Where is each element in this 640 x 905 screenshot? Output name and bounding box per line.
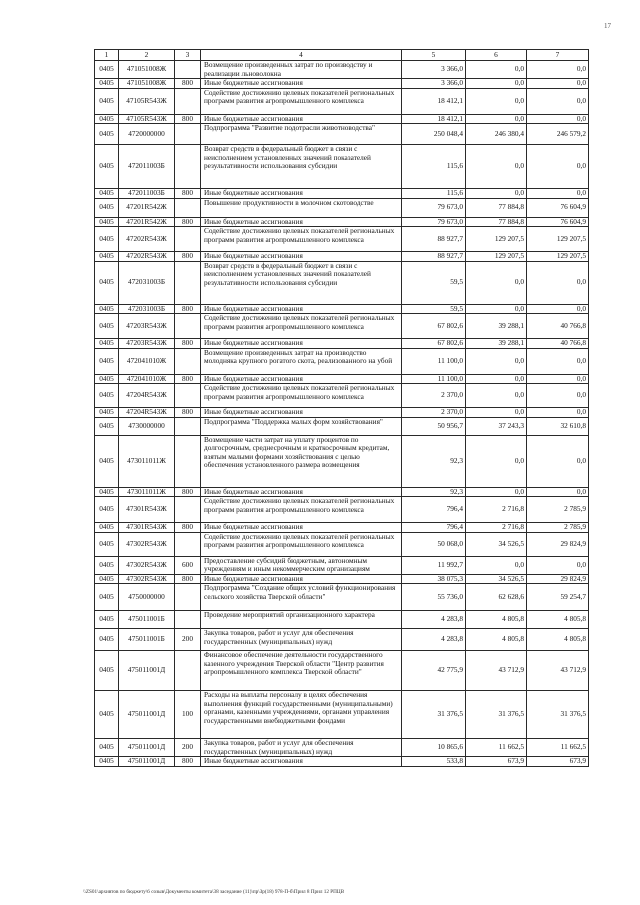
amount-year-3-cell: 0,0 bbox=[527, 374, 589, 384]
description-cell: Расходы на выплаты персоналу в целях обеспечения выполнения функций государственными (муниципальными) органами, казенными учреждениями, органами управления государственными внебюджетными фондами bbox=[201, 691, 402, 739]
amount-year-2-cell: 246 380,4 bbox=[466, 124, 527, 145]
amount-year-1-cell: 38 075,3 bbox=[402, 574, 466, 584]
table-row bbox=[95, 61, 589, 79]
amount-year-1-cell: 59,5 bbox=[402, 304, 466, 314]
section-cell: 0405 bbox=[95, 304, 119, 314]
amount-year-2-cell: 0,0 bbox=[466, 61, 527, 79]
amount-year-3-cell: 2 785,9 bbox=[527, 497, 589, 523]
expense-type-cell: 800 bbox=[175, 79, 201, 89]
amount-year-3-cell: 4 805,8 bbox=[527, 629, 589, 651]
section-cell: 0405 bbox=[95, 523, 119, 533]
description-cell: Иные бюджетные ассигнования bbox=[201, 374, 402, 384]
amount-year-1-cell: 250 048,4 bbox=[402, 124, 466, 145]
target-article-cell: 475011001Б bbox=[119, 629, 175, 651]
amount-year-2-cell: 0,0 bbox=[466, 79, 527, 89]
section-cell: 0405 bbox=[95, 574, 119, 584]
amount-year-1-cell: 10 865,6 bbox=[402, 739, 466, 757]
amount-year-3-cell: 673,9 bbox=[527, 757, 589, 767]
amount-year-3-cell: 40 766,8 bbox=[527, 314, 589, 339]
amount-year-2-cell: 37 243,3 bbox=[466, 417, 527, 435]
table-row bbox=[95, 739, 589, 757]
target-article-cell: 472041010Ж bbox=[119, 348, 175, 374]
target-article-cell: 471051008Ж bbox=[119, 61, 175, 79]
target-article-cell: 475011001Д bbox=[119, 757, 175, 767]
amount-year-3-cell: 76 604,9 bbox=[527, 217, 589, 227]
table-row bbox=[95, 217, 589, 227]
target-article-cell: 475011001Д bbox=[119, 691, 175, 739]
amount-year-2-cell: 39 288,1 bbox=[466, 314, 527, 339]
expense-type-cell: 800 bbox=[175, 217, 201, 227]
section-cell: 0405 bbox=[95, 435, 119, 487]
amount-year-3-cell: 0,0 bbox=[527, 88, 589, 114]
amount-year-1-cell: 533,8 bbox=[402, 757, 466, 767]
table-row bbox=[95, 227, 589, 252]
amount-year-3-cell: 40 766,8 bbox=[527, 339, 589, 349]
expense-type-cell bbox=[175, 651, 201, 691]
expense-type-cell: 800 bbox=[175, 487, 201, 497]
description-cell: Содействие достижению целевых показателей региональных программ развития агропромышленного комплекса bbox=[201, 314, 402, 339]
section-cell: 0405 bbox=[95, 252, 119, 262]
section-cell: 0405 bbox=[95, 114, 119, 124]
amount-year-1-cell: 4 283,8 bbox=[402, 611, 466, 629]
description-cell: Повышение продуктивности в молочном скотоводстве bbox=[201, 198, 402, 217]
table-row bbox=[95, 339, 589, 349]
amount-year-1-cell: 31 376,5 bbox=[402, 691, 466, 739]
amount-year-1-cell: 88 927,7 bbox=[402, 252, 466, 262]
section-cell: 0405 bbox=[95, 611, 119, 629]
section-cell: 0405 bbox=[95, 408, 119, 418]
amount-year-2-cell: 31 376,5 bbox=[466, 691, 527, 739]
amount-year-1-cell: 796,4 bbox=[402, 523, 466, 533]
amount-year-2-cell: 129 207,5 bbox=[466, 252, 527, 262]
amount-year-1-cell: 115,6 bbox=[402, 145, 466, 189]
expense-type-cell: 100 bbox=[175, 691, 201, 739]
table-row bbox=[95, 487, 589, 497]
section-cell: 0405 bbox=[95, 629, 119, 651]
section-cell: 0405 bbox=[95, 739, 119, 757]
target-article-cell: 47204R543Ж bbox=[119, 408, 175, 418]
description-cell: Иные бюджетные ассигнования bbox=[201, 339, 402, 349]
amount-year-3-cell: 29 824,9 bbox=[527, 532, 589, 556]
target-article-cell: 47301R543Ж bbox=[119, 497, 175, 523]
expense-type-cell bbox=[175, 417, 201, 435]
amount-year-1-cell: 115,6 bbox=[402, 189, 466, 199]
description-cell: Подпрограмма "Развитие подотрасли животноводства" bbox=[201, 124, 402, 145]
amount-year-2-cell: 0,0 bbox=[466, 384, 527, 408]
amount-year-1-cell: 92,3 bbox=[402, 487, 466, 497]
amount-year-2-cell: 0,0 bbox=[466, 556, 527, 574]
amount-year-3-cell: 0,0 bbox=[527, 384, 589, 408]
target-article-cell: 473011011Ж bbox=[119, 435, 175, 487]
amount-year-3-cell: 43 712,9 bbox=[527, 651, 589, 691]
expense-type-cell: 800 bbox=[175, 374, 201, 384]
expense-type-cell bbox=[175, 227, 201, 252]
expense-type-cell: 800 bbox=[175, 304, 201, 314]
description-cell: Иные бюджетные ассигнования bbox=[201, 304, 402, 314]
expense-type-cell: 200 bbox=[175, 629, 201, 651]
target-article-cell: 475011001Д bbox=[119, 739, 175, 757]
expense-type-cell: 800 bbox=[175, 114, 201, 124]
table-row bbox=[95, 408, 589, 418]
expense-type-cell bbox=[175, 532, 201, 556]
expense-type-cell bbox=[175, 124, 201, 145]
footer-file-path: \\ZS01\архивтов по бюджету\6 созыв\Документы комитета\38 заседание (11)\пр\Зр(18) 978-П-б\Прил 8 Прил 12 РПЦВ bbox=[83, 889, 345, 895]
description-cell: Иные бюджетные ассигнования bbox=[201, 114, 402, 124]
description-cell: Иные бюджетные ассигнования bbox=[201, 408, 402, 418]
table-body bbox=[95, 61, 589, 767]
target-article-cell: 473011011Ж bbox=[119, 487, 175, 497]
target-article-cell: 47105R543Ж bbox=[119, 114, 175, 124]
table-row bbox=[95, 584, 589, 611]
amount-year-1-cell: 4 283,8 bbox=[402, 629, 466, 651]
expense-type-cell bbox=[175, 198, 201, 217]
target-article-cell: 47302R543Ж bbox=[119, 556, 175, 574]
header-cell-6: 6 bbox=[466, 50, 527, 61]
section-cell: 0405 bbox=[95, 88, 119, 114]
target-article-cell: 47105R543Ж bbox=[119, 88, 175, 114]
section-cell: 0405 bbox=[95, 532, 119, 556]
table-row bbox=[95, 374, 589, 384]
amount-year-1-cell: 796,4 bbox=[402, 497, 466, 523]
description-cell: Закупка товаров, работ и услуг для обеспечения государственных (муниципальных) нужд bbox=[201, 739, 402, 757]
table-row bbox=[95, 497, 589, 523]
description-cell: Иные бюджетные ассигнования bbox=[201, 79, 402, 89]
amount-year-3-cell: 0,0 bbox=[527, 487, 589, 497]
amount-year-3-cell: 0,0 bbox=[527, 61, 589, 79]
expense-type-cell bbox=[175, 611, 201, 629]
target-article-cell: 472011003Б bbox=[119, 145, 175, 189]
table-row bbox=[95, 261, 589, 304]
target-article-cell: 472041010Ж bbox=[119, 374, 175, 384]
section-cell: 0405 bbox=[95, 584, 119, 611]
description-cell: Возврат средств в федеральный бюджет в связи с неисполнением установленных значений показателей результативности использования субсидии bbox=[201, 145, 402, 189]
target-article-cell: 4720000000 bbox=[119, 124, 175, 145]
table-row bbox=[95, 574, 589, 584]
amount-year-2-cell: 77 884,8 bbox=[466, 217, 527, 227]
section-cell: 0405 bbox=[95, 556, 119, 574]
table-row bbox=[95, 532, 589, 556]
amount-year-1-cell: 92,3 bbox=[402, 435, 466, 487]
description-cell: Иные бюджетные ассигнования bbox=[201, 252, 402, 262]
expense-type-cell: 800 bbox=[175, 757, 201, 767]
description-cell: Возмещение произведенных затрат по производству и реализации льноволокна bbox=[201, 61, 402, 79]
amount-year-2-cell: 0,0 bbox=[466, 145, 527, 189]
amount-year-1-cell: 59,5 bbox=[402, 261, 466, 304]
table-row bbox=[95, 145, 589, 189]
header-cell-7: 7 bbox=[527, 50, 589, 61]
section-cell: 0405 bbox=[95, 487, 119, 497]
amount-year-2-cell: 129 207,5 bbox=[466, 227, 527, 252]
expense-type-cell: 800 bbox=[175, 189, 201, 199]
amount-year-2-cell: 4 805,8 bbox=[466, 629, 527, 651]
section-cell: 0405 bbox=[95, 79, 119, 89]
description-cell: Закупка товаров, работ и услуг для обеспечения государственных (муниципальных) нужд bbox=[201, 629, 402, 651]
section-cell: 0405 bbox=[95, 61, 119, 79]
amount-year-2-cell: 77 884,8 bbox=[466, 198, 527, 217]
section-cell: 0405 bbox=[95, 145, 119, 189]
target-article-cell: 4730000000 bbox=[119, 417, 175, 435]
section-cell: 0405 bbox=[95, 497, 119, 523]
table-row bbox=[95, 629, 589, 651]
amount-year-3-cell: 0,0 bbox=[527, 114, 589, 124]
amount-year-1-cell: 11 992,7 bbox=[402, 556, 466, 574]
amount-year-2-cell: 0,0 bbox=[466, 189, 527, 199]
amount-year-2-cell: 0,0 bbox=[466, 114, 527, 124]
header-cell-1: 1 bbox=[95, 50, 119, 61]
amount-year-2-cell: 0,0 bbox=[466, 348, 527, 374]
expense-type-cell bbox=[175, 584, 201, 611]
table-row bbox=[95, 435, 589, 487]
amount-year-2-cell: 34 526,5 bbox=[466, 574, 527, 584]
table-row bbox=[95, 384, 589, 408]
section-cell: 0405 bbox=[95, 217, 119, 227]
amount-year-2-cell: 43 712,9 bbox=[466, 651, 527, 691]
amount-year-3-cell: 0,0 bbox=[527, 145, 589, 189]
amount-year-3-cell: 246 579,2 bbox=[527, 124, 589, 145]
amount-year-1-cell: 67 802,6 bbox=[402, 339, 466, 349]
amount-year-2-cell: 673,9 bbox=[466, 757, 527, 767]
amount-year-1-cell: 3 366,0 bbox=[402, 61, 466, 79]
header-cell-4: 4 bbox=[201, 50, 402, 61]
description-cell: Содействие достижению целевых показателей региональных программ развития агропромышленного комплекса bbox=[201, 227, 402, 252]
target-article-cell: 472031003Б bbox=[119, 304, 175, 314]
description-cell: Иные бюджетные ассигнования bbox=[201, 757, 402, 767]
section-cell: 0405 bbox=[95, 314, 119, 339]
section-cell: 0405 bbox=[95, 198, 119, 217]
amount-year-3-cell: 4 805,8 bbox=[527, 611, 589, 629]
target-article-cell: 47301R543Ж bbox=[119, 523, 175, 533]
expense-type-cell: 800 bbox=[175, 339, 201, 349]
description-cell: Предоставление субсидий бюджетным, автономным учреждениям и иным некоммерческим организациям bbox=[201, 556, 402, 574]
description-cell: Содействие достижению целевых показателей региональных программ развития агропромышленного комплекса bbox=[201, 88, 402, 114]
description-cell: Возмещение произведенных затрат на производство молодняка крупного рогатого скота, реализованного на убой bbox=[201, 348, 402, 374]
amount-year-3-cell: 11 662,5 bbox=[527, 739, 589, 757]
amount-year-1-cell: 2 370,0 bbox=[402, 408, 466, 418]
target-article-cell: 47302R543Ж bbox=[119, 574, 175, 584]
amount-year-2-cell: 0,0 bbox=[466, 487, 527, 497]
description-cell: Возмещение части затрат на уплату процентов по долгосрочным, среднесрочным и краткосрочным кредитам, взятым малыми формами хозяйствования с целью обеспечения установленного размера возмещения bbox=[201, 435, 402, 487]
amount-year-1-cell: 18 412,1 bbox=[402, 88, 466, 114]
expense-type-cell bbox=[175, 384, 201, 408]
section-cell: 0405 bbox=[95, 384, 119, 408]
amount-year-3-cell: 31 376,5 bbox=[527, 691, 589, 739]
amount-year-3-cell: 0,0 bbox=[527, 79, 589, 89]
expense-type-cell: 800 bbox=[175, 408, 201, 418]
section-cell: 0405 bbox=[95, 417, 119, 435]
amount-year-2-cell: 0,0 bbox=[466, 435, 527, 487]
description-cell: Иные бюджетные ассигнования bbox=[201, 574, 402, 584]
header-cell-3: 3 bbox=[175, 50, 201, 61]
amount-year-2-cell: 39 288,1 bbox=[466, 339, 527, 349]
expense-type-cell bbox=[175, 497, 201, 523]
amount-year-3-cell: 0,0 bbox=[527, 304, 589, 314]
table-row bbox=[95, 189, 589, 199]
header-cell-5: 5 bbox=[402, 50, 466, 61]
description-cell: Возврат средств в федеральный бюджет в связи с неисполнением установленных значений показателей результативности использования субсидии bbox=[201, 261, 402, 304]
table-row bbox=[95, 304, 589, 314]
target-article-cell: 47201R542Ж bbox=[119, 217, 175, 227]
table-row bbox=[95, 314, 589, 339]
description-cell: Иные бюджетные ассигнования bbox=[201, 487, 402, 497]
expense-type-cell bbox=[175, 88, 201, 114]
table-row bbox=[95, 252, 589, 262]
header-cell-2: 2 bbox=[119, 50, 175, 61]
table-row bbox=[95, 757, 589, 767]
target-article-cell: 47202R543Ж bbox=[119, 227, 175, 252]
table-row bbox=[95, 348, 589, 374]
section-cell: 0405 bbox=[95, 339, 119, 349]
table-row bbox=[95, 523, 589, 533]
amount-year-3-cell: 0,0 bbox=[527, 435, 589, 487]
amount-year-1-cell: 88 927,7 bbox=[402, 227, 466, 252]
description-cell: Подпрограмма "Поддержка малых форм хозяйствования" bbox=[201, 417, 402, 435]
target-article-cell: 47203R543Ж bbox=[119, 339, 175, 349]
table-row bbox=[95, 651, 589, 691]
section-cell: 0405 bbox=[95, 227, 119, 252]
amount-year-2-cell: 4 805,8 bbox=[466, 611, 527, 629]
amount-year-2-cell: 0,0 bbox=[466, 304, 527, 314]
expense-type-cell bbox=[175, 261, 201, 304]
expense-type-cell bbox=[175, 435, 201, 487]
table-row bbox=[95, 611, 589, 629]
target-article-cell: 475011001Д bbox=[119, 651, 175, 691]
section-cell: 0405 bbox=[95, 189, 119, 199]
table-row bbox=[95, 114, 589, 124]
section-cell: 0405 bbox=[95, 757, 119, 767]
target-article-cell: 471051008Ж bbox=[119, 79, 175, 89]
amount-year-1-cell: 79 673,0 bbox=[402, 198, 466, 217]
expense-type-cell bbox=[175, 61, 201, 79]
expense-type-cell: 800 bbox=[175, 252, 201, 262]
amount-year-2-cell: 34 526,5 bbox=[466, 532, 527, 556]
section-cell: 0405 bbox=[95, 374, 119, 384]
section-cell: 0405 bbox=[95, 348, 119, 374]
description-cell: Иные бюджетные ассигнования bbox=[201, 189, 402, 199]
amount-year-1-cell: 79 673,0 bbox=[402, 217, 466, 227]
amount-year-2-cell: 62 628,6 bbox=[466, 584, 527, 611]
table-header-row bbox=[95, 50, 589, 61]
table-row bbox=[95, 556, 589, 574]
target-article-cell: 47202R543Ж bbox=[119, 252, 175, 262]
target-article-cell: 475011001Б bbox=[119, 611, 175, 629]
table-row bbox=[95, 88, 589, 114]
target-article-cell: 472011003Б bbox=[119, 189, 175, 199]
budget-table bbox=[94, 49, 589, 767]
amount-year-1-cell: 11 100,0 bbox=[402, 348, 466, 374]
target-article-cell: 47203R543Ж bbox=[119, 314, 175, 339]
amount-year-1-cell: 55 736,0 bbox=[402, 584, 466, 611]
amount-year-3-cell: 0,0 bbox=[527, 261, 589, 304]
amount-year-3-cell: 32 610,8 bbox=[527, 417, 589, 435]
target-article-cell: 4750000000 bbox=[119, 584, 175, 611]
amount-year-2-cell: 0,0 bbox=[466, 374, 527, 384]
table-row bbox=[95, 417, 589, 435]
description-cell: Иные бюджетные ассигнования bbox=[201, 217, 402, 227]
amount-year-3-cell: 0,0 bbox=[527, 348, 589, 374]
amount-year-2-cell: 0,0 bbox=[466, 261, 527, 304]
section-cell: 0405 bbox=[95, 651, 119, 691]
expense-type-cell: 800 bbox=[175, 574, 201, 584]
amount-year-1-cell: 67 802,6 bbox=[402, 314, 466, 339]
section-cell: 0405 bbox=[95, 261, 119, 304]
amount-year-1-cell: 50 068,0 bbox=[402, 532, 466, 556]
description-cell: Иные бюджетные ассигнования bbox=[201, 523, 402, 533]
table-row bbox=[95, 124, 589, 145]
description-cell: Подпрограмма "Создание общих условий функционирования сельского хозяйства Тверской области" bbox=[201, 584, 402, 611]
target-article-cell: 47204R543Ж bbox=[119, 384, 175, 408]
amount-year-1-cell: 18 412,1 bbox=[402, 114, 466, 124]
amount-year-3-cell: 2 785,9 bbox=[527, 523, 589, 533]
amount-year-1-cell: 11 100,0 bbox=[402, 374, 466, 384]
amount-year-3-cell: 0,0 bbox=[527, 556, 589, 574]
amount-year-2-cell: 0,0 bbox=[466, 88, 527, 114]
expense-type-cell: 800 bbox=[175, 523, 201, 533]
table-row bbox=[95, 691, 589, 739]
amount-year-3-cell: 129 207,5 bbox=[527, 252, 589, 262]
expense-type-cell bbox=[175, 348, 201, 374]
amount-year-3-cell: 29 824,9 bbox=[527, 574, 589, 584]
amount-year-2-cell: 2 716,8 bbox=[466, 497, 527, 523]
expense-type-cell bbox=[175, 314, 201, 339]
description-cell: Содействие достижению целевых показателей региональных программ развития агропромышленного комплекса bbox=[201, 532, 402, 556]
amount-year-2-cell: 2 716,8 bbox=[466, 523, 527, 533]
description-cell: Проведение мероприятий организационного характера bbox=[201, 611, 402, 629]
amount-year-2-cell: 11 662,5 bbox=[466, 739, 527, 757]
target-article-cell: 47302R543Ж bbox=[119, 532, 175, 556]
amount-year-3-cell: 129 207,5 bbox=[527, 227, 589, 252]
amount-year-3-cell: 59 254,7 bbox=[527, 584, 589, 611]
amount-year-1-cell: 2 370,0 bbox=[402, 384, 466, 408]
amount-year-1-cell: 42 775,9 bbox=[402, 651, 466, 691]
page-number: 17 bbox=[604, 22, 611, 30]
table-row bbox=[95, 79, 589, 89]
expense-type-cell: 600 bbox=[175, 556, 201, 574]
description-cell: Финансовое обеспечение деятельности государственного казенного учреждения Тверской области "Центр развития агропромышленного комплекса Тверской области" bbox=[201, 651, 402, 691]
target-article-cell: 47201R542Ж bbox=[119, 198, 175, 217]
amount-year-3-cell: 0,0 bbox=[527, 189, 589, 199]
target-article-cell: 472031003Б bbox=[119, 261, 175, 304]
amount-year-3-cell: 76 604,9 bbox=[527, 198, 589, 217]
section-cell: 0405 bbox=[95, 124, 119, 145]
description-cell: Содействие достижению целевых показателей региональных программ развития агропромышленного комплекса bbox=[201, 497, 402, 523]
amount-year-2-cell: 0,0 bbox=[466, 408, 527, 418]
table-row bbox=[95, 198, 589, 217]
amount-year-1-cell: 3 366,0 bbox=[402, 79, 466, 89]
expense-type-cell: 200 bbox=[175, 739, 201, 757]
description-cell: Содействие достижению целевых показателей региональных программ развития агропромышленного комплекса bbox=[201, 384, 402, 408]
amount-year-3-cell: 0,0 bbox=[527, 408, 589, 418]
section-cell: 0405 bbox=[95, 691, 119, 739]
amount-year-1-cell: 50 956,7 bbox=[402, 417, 466, 435]
expense-type-cell bbox=[175, 145, 201, 189]
